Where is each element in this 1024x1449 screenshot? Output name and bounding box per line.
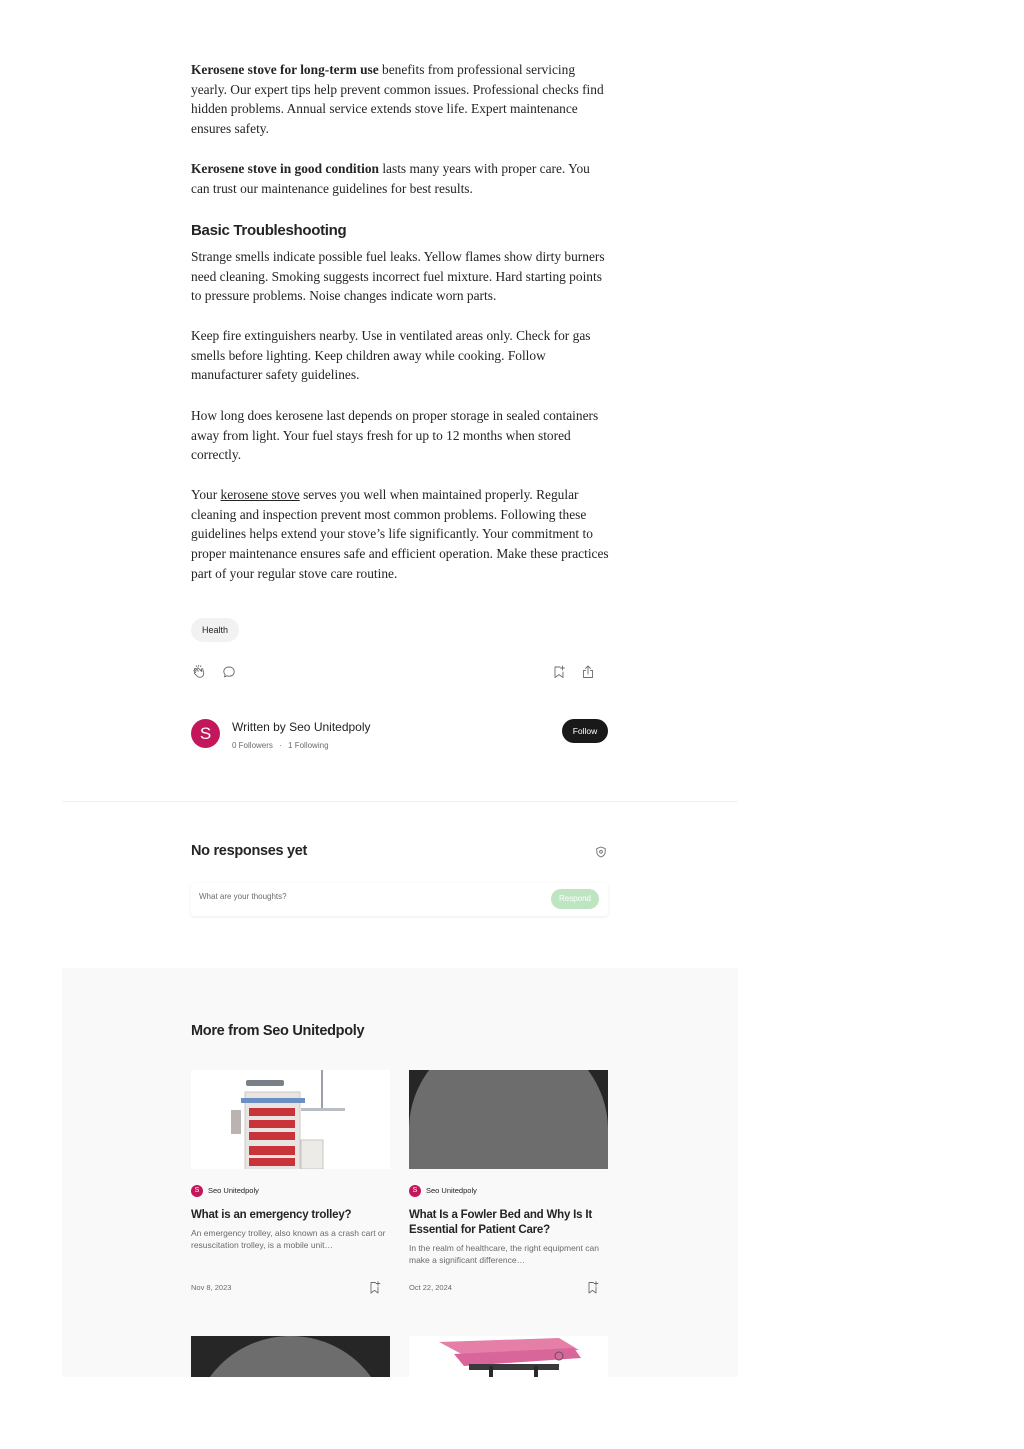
bold-phrase: Kerosene stove for long-term use xyxy=(191,62,379,77)
avatar[interactable]: S xyxy=(191,1185,203,1197)
paragraph: Strange smells indicate possible fuel leaks. Yellow flames show dirty burners need cleaning. Smoking suggests incorrect fuel mixture. Hard starting points to pressure problems. Noise changes indicate worn parts. xyxy=(191,249,605,304)
avatar[interactable]: S xyxy=(191,719,220,748)
follow-button[interactable]: Follow xyxy=(562,719,608,743)
response-composer xyxy=(191,883,608,916)
paragraph: How long does kerosene last depends on proper storage in sealed containers away from light. Your fuel stays fresh for up to 12 months when stored correctly. xyxy=(191,408,599,463)
story-thumbnail[interactable] xyxy=(409,1336,608,1377)
paragraph-text: Your xyxy=(191,487,221,502)
bookmark-add-icon[interactable] xyxy=(587,1281,599,1294)
tag-health[interactable]: Health xyxy=(191,618,239,642)
section-heading: Basic Troubleshooting xyxy=(191,222,347,239)
card-title[interactable]: What is an emergency trolley? xyxy=(191,1209,352,1221)
story-thumbnail[interactable] xyxy=(409,1070,608,1169)
paragraph xyxy=(191,159,611,198)
card-subtitle[interactable]: An emergency trolley, also known as a crash cart or resuscitation trolley, is a mobile unit… xyxy=(191,1228,386,1250)
written-by-label[interactable]: Written by Seo Unitedpoly xyxy=(232,720,371,734)
story-card[interactable] xyxy=(191,1336,390,1377)
card-title[interactable]: What Is a Fowler Bed and Why Is It Essential for Patient Care? xyxy=(409,1209,592,1236)
responses-title: No responses yet xyxy=(191,843,308,859)
paragraph xyxy=(191,60,611,139)
author-block xyxy=(191,718,608,758)
paragraph: Keep fire extinguishers nearby. Use in ventilated areas only. Check for gas smells before lighting. Keep children away while cooking. Follow manufacturer safety guidelines. xyxy=(191,328,591,383)
share-icon[interactable] xyxy=(580,664,596,682)
bookmark-add-icon[interactable] xyxy=(369,1281,381,1294)
respond-button[interactable]: Respond xyxy=(551,889,599,909)
story-card[interactable] xyxy=(409,1336,608,1377)
card-subtitle[interactable]: In the realm of healthcare, the right equipment can make a significant difference… xyxy=(409,1243,599,1265)
paragraph xyxy=(191,485,611,584)
more-from-title: More from Seo Unitedpoly xyxy=(191,1023,365,1039)
bold-phrase: Kerosene stove in good condition xyxy=(191,161,379,176)
kerosene-stove-link[interactable]: kerosene stove xyxy=(220,487,300,502)
card-author-name[interactable]: Seo Unitedpoly xyxy=(426,1186,477,1195)
paragraph-text: serves you well when maintained properly. Regular cleaning and inspection prevent most common problems. Following these guidelines helps extend your stove’s life significantly. Your commitment to proper maintenance ensures safe and efficient operation. Make these practices part of your regular stove care routine. xyxy=(191,487,609,581)
comment-icon[interactable] xyxy=(221,664,237,682)
follow-stats xyxy=(232,741,329,750)
shield-icon[interactable] xyxy=(595,845,607,857)
story-card[interactable] xyxy=(409,1070,608,1300)
following-count[interactable]: 1 Following xyxy=(288,741,329,750)
followers-count[interactable]: 0 Followers xyxy=(232,741,273,750)
card-date: Nov 8, 2023 xyxy=(191,1283,232,1292)
response-input[interactable] xyxy=(199,892,519,901)
paragraph-text: lasts many years with proper care. You can trust our maintenance guidelines for best results. xyxy=(191,161,590,196)
avatar[interactable]: S xyxy=(409,1185,421,1197)
story-thumbnail[interactable] xyxy=(191,1070,390,1169)
bookmark-add-icon[interactable] xyxy=(551,664,567,682)
story-card[interactable] xyxy=(191,1070,390,1300)
story-thumbnail[interactable] xyxy=(191,1336,390,1377)
paragraph-text: benefits from professional servicing yearly. Our expert tips help prevent common issues. Professional checks find hidden problems. Annual service extends stove life. Expert maintenance ensures safety. xyxy=(191,62,604,137)
card-author-name[interactable]: Seo Unitedpoly xyxy=(208,1186,259,1195)
separator-dot: · xyxy=(279,741,282,750)
section-divider xyxy=(62,801,738,802)
more-from-author-section xyxy=(62,968,738,1377)
card-date: Oct 22, 2024 xyxy=(409,1283,452,1292)
article-action-bar xyxy=(191,664,608,684)
clap-icon[interactable] xyxy=(191,664,207,682)
